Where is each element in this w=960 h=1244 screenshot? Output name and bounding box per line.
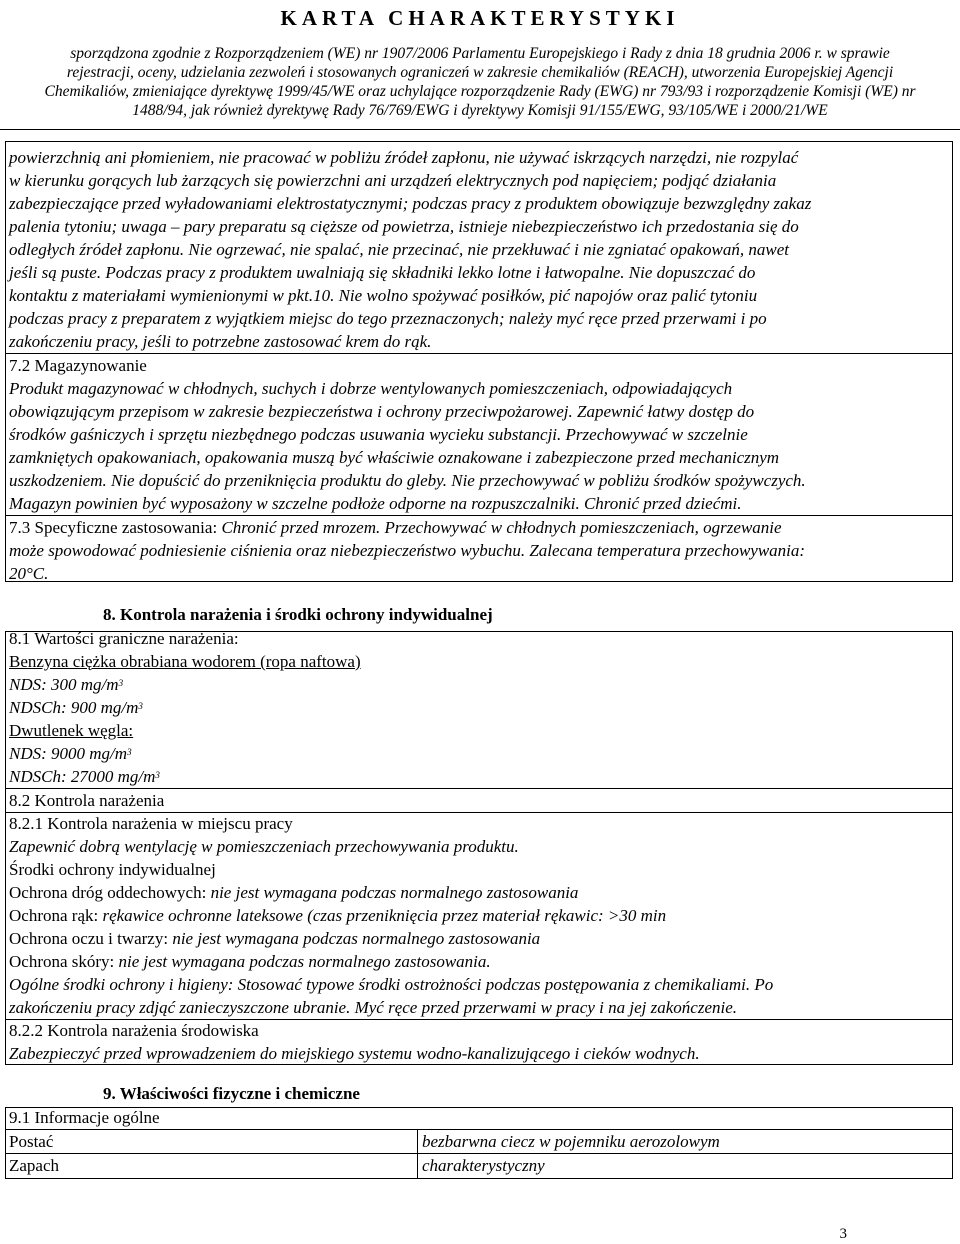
hygiene-text-line: Ogólne środki ochrony i higieny: Stosować typowe środki ostrożności podczas postępowania z chemikaliami. Po — [9, 975, 774, 994]
eye-protection: Ochrona oczu i twarzy: nie jest wymagana podczas normalnego zastosowania — [9, 929, 541, 948]
exposure-control-heading: 8.2 Kontrola narażenia — [9, 791, 165, 810]
section-8-box — [5, 631, 953, 1065]
environment-control-text: Zabezpieczyć przed wprowadzeniem do miejskiego systemu wodno-kanalizującego i cieków wodnych. — [9, 1044, 700, 1063]
section-9-heading: 9. Właściwości fizyczne i chemiczne — [103, 1084, 360, 1103]
subtitle-line: 1488/94, jak również dyrektywę Rady 76/769/EWG i dyrektywy Komisji 91/155/EWG, 93/105/WE i 2000/21/WE — [132, 102, 828, 119]
property-value: bezbarwna ciecz w pojemniku aerozolowym — [422, 1132, 720, 1151]
ppe-heading: Środki ochrony indywidualnej — [9, 860, 216, 879]
regulation-subtitle — [0, 44, 960, 120]
specific-uses-line: może spowodować podniesienie ciśnienia oraz niebezpieczeństwo wybuchu. Zalecana temperatura przechowywania: — [9, 541, 806, 560]
handling-text-line: zabezpieczające przed wyładowaniami elektrostatycznymi; podczas pracy z produktem obowiązuje bezwzględny zakaz — [9, 194, 812, 213]
specific-uses-line — [9, 516, 782, 539]
storage-heading: 7.2 Magazynowanie — [9, 356, 147, 375]
substance-name: Dwutlenek węgla: — [9, 721, 134, 740]
handling-text-line: w kierunku gorących lub żarzących się powierzchni ani urządzeń elektrycznych pod napięciem; podjąć działania — [9, 171, 777, 190]
handling-text-line: zakończeniu pracy, jeśli to potrzebne zastosować krem do rąk. — [9, 332, 432, 351]
ventilation-text: Zapewnić dobrą wentylację w pomieszczeniach przechowywania produktu. — [9, 837, 519, 856]
handling-text-line: kontaktu z materiałami wymienionymi w pkt.10. Nie wolno spożywać posiłków, pić napojów oraz palić tytoniu — [9, 286, 758, 305]
workplace-control-heading: 8.2.1 Kontrola narażenia w miejscu pracy — [9, 814, 293, 833]
section-8-heading: 8. Kontrola narażenia i środki ochrony indywidualnej — [103, 605, 493, 624]
handling-text-line: podczas pracy z preparatem z wyjątkiem miejsc do tego przeznaczonych; należy myć ręce przed przerwami i po — [9, 309, 767, 328]
handling-text-line: powierzchnią ani płomieniem, nie pracować w pobliżu źródeł zapłonu, nie używać iskrzących narzędzi, nie rozpylać — [9, 148, 799, 167]
storage-text-line: zamkniętych opakowaniach, opakowania muszą być właściwie oznakowane i zabezpieczone przed mechanicznym — [9, 448, 780, 467]
ndsch-value: NDSCh: 27000 $mg/m^3$ — [9, 767, 160, 786]
section-7-box — [5, 141, 953, 582]
storage-text-line: uszkodzeniem. Nie dopuścić do przeniknięcia produktu do gleby. Nie przechowywać w pobliżu środków spożywczych. — [9, 471, 806, 490]
storage-text-line: Produkt magazynować w chłodnych, suchych i dobrze wentylowanych pomieszczeniach, odpowiadających — [9, 379, 733, 398]
header-divider — [0, 129, 960, 130]
respiratory-protection: Ochrona dróg oddechowych: nie jest wymagana podczas normalnego zastosowania — [9, 883, 579, 902]
page-number: 3 — [839, 1226, 847, 1242]
handling-text-line: jeśli są puste. Podczas pracy z produktem uwalniają się składniki lekko lotne i łatwopalne. Nie dopuszczać do — [9, 263, 756, 282]
skin-protection: Ochrona skóry: nie jest wymagana podczas normalnego zastosowania. — [9, 952, 491, 971]
row-divider — [6, 353, 952, 354]
specific-uses-line: 20°C. — [9, 564, 49, 583]
document-title: KARTA CHARAKTERYSTYKI — [280, 6, 680, 30]
handling-text-line: odległych źródeł zapłonu. Nie ogrzewać, nie spalać, nie przecinać, nie przekłuwać i nie zgniatać opakowań, nawet — [9, 240, 789, 259]
ndsch-value: NDSCh: 900 $mg/m^3$ — [9, 698, 143, 717]
subtitle-line: Chemikaliów, zmieniające dyrektywę 1999/45/WE oraz uchylające rozporządzenie Rady (EWG) nr 793/93 i rozporządzenie Komisji (WE) nr — [44, 83, 916, 100]
general-info-heading: 9.1 Informacje ogólne — [9, 1108, 160, 1127]
subtitle-line: rejestracji, oceny, udzielania zezwoleń i stosowanych ograniczeń w zakresie chemikaliów (REACH), utworzenia Europejskiej Agencji — [66, 64, 894, 81]
limits-heading: 8.1 Wartości graniczne narażenia: — [9, 629, 239, 648]
property-value: charakterystyczny — [422, 1156, 545, 1175]
section-9-table — [5, 1107, 953, 1179]
hand-protection: Ochrona rąk: rękawice ochronne lateksowe (czas przeniknięcia przez materiał rękawic: >30 min — [9, 906, 667, 925]
property-label: Zapach — [9, 1156, 60, 1175]
nds-value: NDS: 9000 $mg/m^3$ — [9, 744, 132, 763]
column-divider — [417, 1130, 418, 1178]
hygiene-text-line: zakończeniu pracy zdjąć zanieczyszczone ubranie. Myć ręce przed przerwami w pracy i na jej zakończenie. — [9, 998, 738, 1017]
nds-value: NDS: 300 $mg/m^3$ — [9, 675, 124, 694]
specific-uses-text: Chronić przed mrozem. Przechowywać w chłodnych pomieszczeniach, ogrzewanie — [221, 518, 782, 537]
storage-text-line: środków gaśniczych i sprzętu niezbędnego podczas usuwania wycieku substancji. Przechowywać w szczelnie — [9, 425, 748, 444]
subtitle-line: sporządzona zgodnie z Rozporządzeniem (WE) nr 1907/2006 Parlamentu Europejskiego i Rady z dnia 18 grudnia 2006 r. w sprawie — [70, 45, 890, 62]
handling-text-line: palenia tytoniu; uwaga – pary preparatu są cięższe od powietrza, istnieje niebezpieczeństwo ich przedostania się do — [9, 217, 799, 236]
storage-text-line: obowiązującym przepisom w zakresie bezpieczeństwa i ochrony przeciwpożarowej. Zapewnić łatwy dostęp do — [9, 402, 755, 421]
substance-name: Benzyna ciężka obrabiana wodorem (ropa naftowa) — [9, 652, 361, 671]
specific-uses-label: 7.3 Specyficzne zastosowania: — [9, 518, 222, 537]
environment-control-heading: 8.2.2 Kontrola narażenia środowiska — [9, 1021, 259, 1040]
storage-text-line: Magazyn powinien być wyposażony w szczelne podłoże odporne na rozpuszczalniki. Chronić przed dziećmi. — [9, 494, 742, 513]
property-label: Postać — [9, 1132, 54, 1151]
